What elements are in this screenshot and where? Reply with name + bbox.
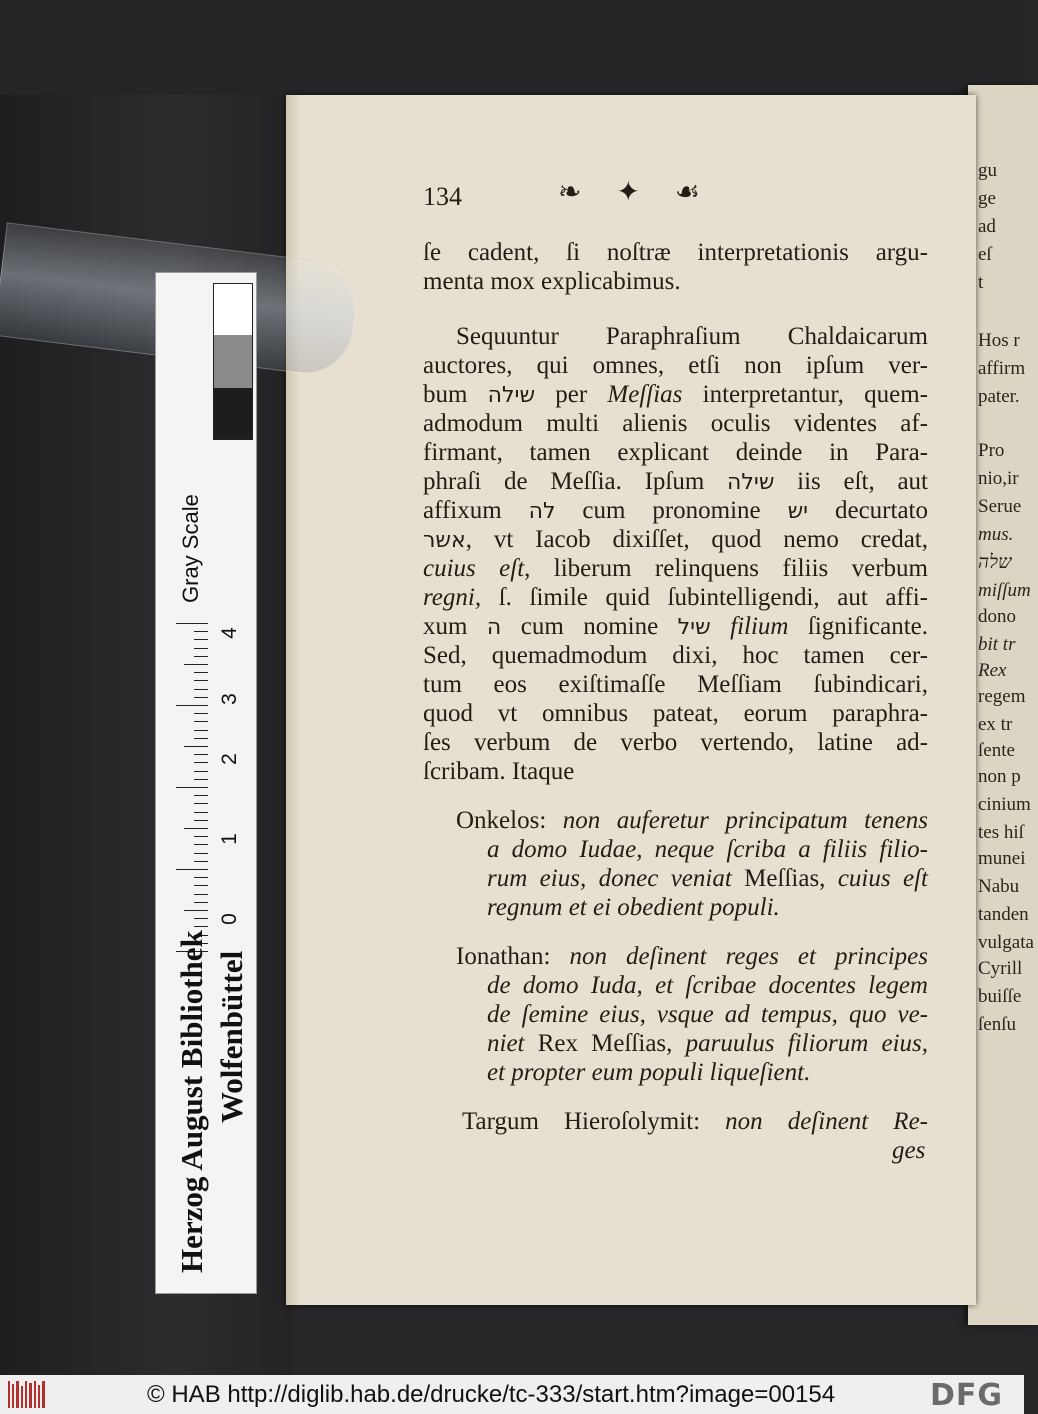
ruler-tick xyxy=(194,853,208,854)
targum-line: ges xyxy=(892,1137,926,1164)
ruler-tick xyxy=(194,779,208,780)
ionathan-line: Ionathan: non deſinent reges et principes xyxy=(456,943,928,970)
ruler-number: 1 xyxy=(217,833,241,845)
ionathan-line: et propter eum populi liqueſient. xyxy=(487,1059,811,1086)
text-line: menta mox explicabimus. xyxy=(423,268,681,295)
ruler-tick xyxy=(194,689,208,690)
facing-page-fragment: nio,ir xyxy=(978,468,1019,489)
text-line: ſes verbum de verbo vertendo, latine ad- xyxy=(423,729,928,756)
facing-page-fragment: cinium xyxy=(978,794,1031,815)
page-number: 134 xyxy=(423,182,462,211)
facing-page-fragment: Serue xyxy=(978,496,1022,517)
ruler-tick xyxy=(194,812,208,813)
facing-page-fragment: pater. xyxy=(978,386,1020,407)
ruler-tick xyxy=(176,869,208,870)
facing-page-fragment: gu xyxy=(978,160,997,181)
gray-scale-label: Gray Scale xyxy=(178,494,203,603)
text-line: אשר, vt Iacob dixiſſet, quod nemo credat, xyxy=(423,526,928,553)
ruler-tick xyxy=(194,795,208,796)
ruler-tick xyxy=(194,844,208,845)
targum-line: Targum Hieroſolymit: non deſinent Re- xyxy=(462,1108,928,1135)
facing-page-fragment: t xyxy=(978,272,984,293)
ruler-tick xyxy=(194,697,208,698)
swatch-white xyxy=(214,284,252,335)
facing-page-fragment: miſſum xyxy=(978,580,1031,601)
ruler-tick xyxy=(176,787,208,788)
ruler-tick xyxy=(176,623,208,624)
ruler-tick xyxy=(184,910,208,911)
ruler-tick xyxy=(194,713,208,714)
ruler-tick xyxy=(194,926,208,927)
swatch-gray xyxy=(214,335,252,388)
ruler-tick xyxy=(194,648,208,649)
ruler-number: 0 xyxy=(217,913,241,925)
ruler-tick xyxy=(194,918,208,919)
facing-page-fragment: vulgata xyxy=(978,932,1034,953)
library-city: Wolfenbüttel xyxy=(214,950,249,1123)
text-line: phraſi de Meſſia. Ipſum שילה iis eſt, aut xyxy=(423,468,928,495)
ruler-tick xyxy=(194,894,208,895)
facing-page-fragment: buiſſe xyxy=(978,986,1022,1007)
facing-page-fragment: munei xyxy=(978,848,1026,869)
ruler-tick xyxy=(194,631,208,632)
facing-page-fragment: ſente xyxy=(978,740,1015,761)
text-line: cuius eſt, liberum relinquens filiis verbum xyxy=(423,555,928,582)
text-line: admodum multi alienis oculis videntes af- xyxy=(423,410,928,437)
facing-page-fragment: dono xyxy=(978,606,1016,627)
facing-page-fragment: tanden xyxy=(978,904,1029,925)
text-line: ſcribam. Itaque xyxy=(423,758,575,785)
text-line: firmant, tamen explicant deinde in Para- xyxy=(423,439,928,466)
ruler-tick xyxy=(194,639,208,640)
onkelos-label: Onkelos: xyxy=(456,807,547,834)
facing-page-fragment: eſ xyxy=(978,244,992,265)
ruler-number: 2 xyxy=(217,753,241,765)
onkelos-line: regnum et ei obedient populi. xyxy=(487,894,780,921)
facing-page-fragment: Rex xyxy=(978,660,1007,681)
ruler-tick xyxy=(184,746,208,747)
scale-ruler xyxy=(155,272,257,1294)
ruler-number: 4 xyxy=(217,627,241,639)
ruler-tick xyxy=(194,762,208,763)
ionathan-line: de domo Iuda, et ſcribae docentes legem xyxy=(487,972,928,999)
facing-page-fragment: ex tr xyxy=(978,714,1013,735)
footer-bar xyxy=(0,1375,1024,1414)
ruler-tick xyxy=(194,885,208,886)
dfg-logo: DFG xyxy=(930,1378,1004,1413)
ionathan-label: Ionathan: xyxy=(456,943,551,970)
text-line: xum ה cum nomine שיל filium ſignificante. xyxy=(423,613,929,640)
text-line: ſe cadent, ſi noſtræ interpretationis argu- xyxy=(423,239,928,266)
facing-page-fragment: Nabu xyxy=(978,876,1020,897)
ruler-tick xyxy=(194,902,208,903)
facing-page-fragment: ad xyxy=(978,216,996,237)
ruler-tick xyxy=(194,771,208,772)
text-line: affixum לה cum pronomine יש decurtato xyxy=(423,497,928,524)
ruler-tick xyxy=(194,680,208,681)
swatch-black xyxy=(214,388,252,439)
facing-page-fragment: Pro xyxy=(978,440,1005,461)
onkelos-line: Onkelos: non auferetur principatum tenens xyxy=(456,807,929,834)
facing-page-fragment: affirm xyxy=(978,358,1026,379)
facing-page-fragment: regem xyxy=(978,686,1026,707)
facing-page-fragment: Hos r xyxy=(978,330,1020,351)
ruler-tick xyxy=(184,664,208,665)
facing-page-fragment: bit tr xyxy=(978,634,1016,655)
facing-page xyxy=(968,85,1038,1325)
onkelos-line: a domo Iudae, neque ſcriba a filiis filio- xyxy=(487,836,928,863)
ionathan-line: de ſemine eius, vsque ad tempus, quo ve- xyxy=(487,1001,928,1028)
gray-scale-swatches xyxy=(213,283,253,440)
facing-page-fragment: שלה xyxy=(978,552,1012,573)
targum-label: Targum Hieroſolymit: xyxy=(462,1108,701,1135)
ruler-tick xyxy=(194,877,208,878)
text-line: tum eos exiſtimaſſe Meſſiam ſubindicari, xyxy=(423,671,928,698)
facing-page-fragment: mus. xyxy=(978,524,1014,545)
ruler-tick xyxy=(194,730,208,731)
text-line: regni, ſ. ſimile quid ſubintelligendi, aut affi- xyxy=(423,584,928,611)
ruler-number: 3 xyxy=(217,693,241,705)
ruler-tick xyxy=(194,803,208,804)
background-top xyxy=(0,0,1024,95)
ruler-tick xyxy=(194,820,208,821)
ruler-tick xyxy=(194,672,208,673)
library-name: Herzog August Bibliothek xyxy=(174,930,209,1273)
ruler-tick xyxy=(176,705,208,706)
facing-page-fragment: tes hiſ xyxy=(978,822,1024,843)
ruler-tick xyxy=(194,738,208,739)
ruler-tick xyxy=(184,828,208,829)
text-line: auctores, qui omnes, etſi non ipſum ver- xyxy=(423,352,928,379)
facing-page-fragment: non p xyxy=(978,766,1021,787)
ruler-tick xyxy=(194,861,208,862)
text-line: bum שילה per Meſſias interpretantur, quem- xyxy=(423,381,929,408)
ruler-tick xyxy=(194,836,208,837)
facing-page-fragment: ge xyxy=(978,188,996,209)
text-line: quod vt omnibus pateat, eorum paraphra- xyxy=(423,700,928,727)
facing-page-fragment: ſenſu xyxy=(978,1014,1016,1035)
header-ornament: ❧ ✦ ☙ xyxy=(558,177,715,208)
ruler-tick xyxy=(194,656,208,657)
copyright-url[interactable]: © HAB http://diglib.hab.de/drucke/tc-333/start.htm?image=00154 xyxy=(147,1381,836,1408)
onkelos-line: rum eius, donec veniat Meſſias, cuius eſt xyxy=(487,865,928,892)
ruler-tick xyxy=(194,721,208,722)
hab-barcode-icon xyxy=(8,1381,48,1408)
text-line: Sed, quemadmodum dixi, hoc tamen cer- xyxy=(423,642,928,669)
facing-page-fragment: Cyrill xyxy=(978,958,1023,979)
ruler-tick xyxy=(194,754,208,755)
text-line: Sequuntur Paraphraſium Chaldaicarum xyxy=(456,323,928,350)
ionathan-line: niet Rex Meſſias, paruulus filiorum eius, xyxy=(487,1030,928,1057)
